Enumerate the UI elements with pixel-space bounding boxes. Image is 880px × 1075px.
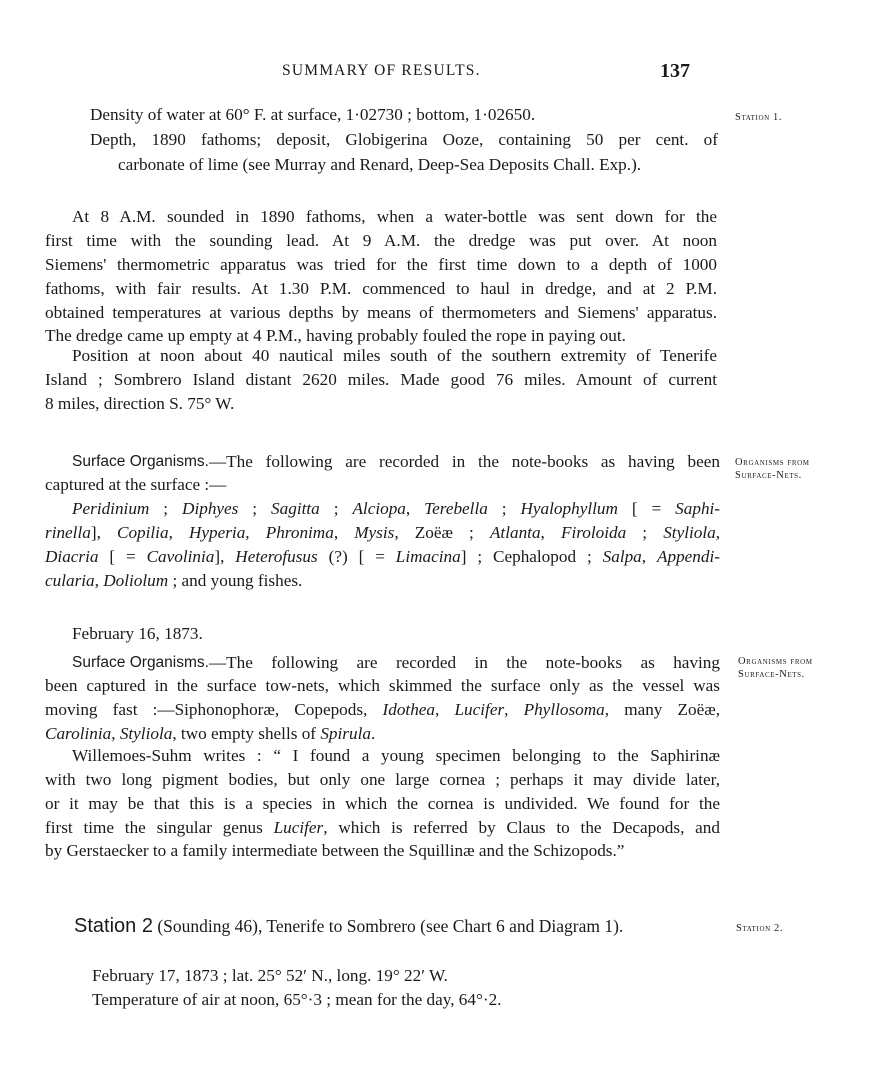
station-2-temperature-line: Temperature of air at noon, 65°·3 ; mean for the day, 64°·2. [92,990,502,1009]
page-number: 137 [660,60,690,82]
margin-note-station-2: Station 2. [736,923,784,934]
quote-line: first time the singular genus Lucifer, which is referred by Claus to the Decapods, and [45,818,720,837]
position-line: Position at noon about 40 nautical miles south of the southern extremity of Tenerife [72,346,717,365]
narrative-line: fathoms, with fair results. At 1.30 P.M. commenced to haul in dredge, and at 2 P.M. [45,279,717,298]
quote-line: by Gerstaecker to a family intermediate between the Squillinæ and the Schizopods.” [45,841,625,860]
organism-list-line: Peridinium ; Diphyes ; Sagitta ; Alciopa, Terebella ; Hyalophyllum [ = Saphi- [72,499,721,518]
narrative-line: first time with the sounding lead. At 9 A.M. the dredge was put over. At noon [45,231,717,250]
quote-line: Willemoes-Suhm writes : “ I found a young specimen belonging to the Saphirinæ [72,746,720,765]
margin-note-line: Surface-Nets. [735,470,802,481]
surface-organisms-2-line: moving fast :—Siphonophoræ, Copepods, Idothea, Lucifer, Phyllosoma, many Zoëæ, [45,700,721,719]
date-line: February 16, 1873. [72,624,203,643]
station-2-heading [74,915,623,938]
quote-line: with two long pigment bodies, but only one large cornea ; perhaps it may divide later, [45,770,720,789]
margin-note-line: Surface-Nets. [738,669,805,680]
margin-note-line: Organisms from [735,457,810,468]
position-line: Island ; Sombrero Island distant 2620 miles. Made good 76 miles. Amount of current [45,370,717,389]
surface-organisms-2-line: Carolinia, Styliola, two empty shells of Spirula. [45,724,376,743]
narrative-line: The dredge came up empty at 4 P.M., having probably fouled the rope in paying out. [45,326,626,345]
running-header-title: SUMMARY OF RESULTS. [282,62,481,79]
depth-line-1: Depth, 1890 fathoms; deposit, Globigerina Ooze, containing 50 per cent. of [90,130,718,149]
surface-organisms-2-line: been captured in the surface tow-nets, which skimmed the surface only as the vessel was [45,676,720,695]
narrative-line: obtained temperatures at various depths by means of thermometers and Siemens' apparatus. [45,303,717,322]
narrative-line: At 8 A.M. sounded in 1890 fathoms, when a water-bottle was sent down for the [72,207,717,226]
position-line: 8 miles, direction S. 75° W. [45,394,235,413]
surface-organisms-text: —The following are recorded in the note-books as having [208,653,720,672]
narrative-line: Siemens' thermometric apparatus was tried for the first time down to a depth of 1000 [45,255,717,274]
depth-line-2: carbonate of lime (see Murray and Renard, Deep-Sea Deposits Chall. Exp.). [118,155,642,174]
margin-note-line: Organisms from [738,656,813,667]
organism-list-line: Diacria [ = Cavolinia], Heterofusus (?) [ = Limacina] ; Cephalopod ; Salpa, Appendi- [45,547,720,566]
surface-organisms-label: Surface Organisms. [72,453,209,470]
surface-organisms-1-line-2: captured at the surface :— [45,475,227,494]
surface-organisms-text: —The following are recorded in the note-books as having been [208,452,720,471]
margin-note-organisms-1 [735,456,810,482]
margin-note-organisms-2 [738,655,813,681]
quote-line: or it may be that this is a species in which the cornea is undivided. We found for the [45,794,720,813]
station-2-subtitle: (Sounding 46), Tenerife to Sombrero (see Chart 6 and Diagram 1). [157,916,624,936]
surface-organisms-label: Surface Organisms. [72,654,209,671]
margin-note-station-1: Station 1. [735,112,783,123]
organism-list-line: rinella], Copilia, Hyperia, Phronima, Mysis, Zoëæ ; Atlanta, Firoloida ; Styliola, [45,523,721,542]
surface-organisms-2-line-1 [72,651,720,674]
density-line: Density of water at 60° F. at surface, 1·02730 ; bottom, 1·02650. [90,105,536,124]
station-2-date-line: February 17, 1873 ; lat. 25° 52′ N., long. 19° 22′ W. [92,966,448,985]
station-2-title: Station 2 [74,915,153,937]
surface-organisms-1-line-1 [72,450,720,473]
organism-list-line: cularia, Doliolum ; and young fishes. [45,571,303,590]
